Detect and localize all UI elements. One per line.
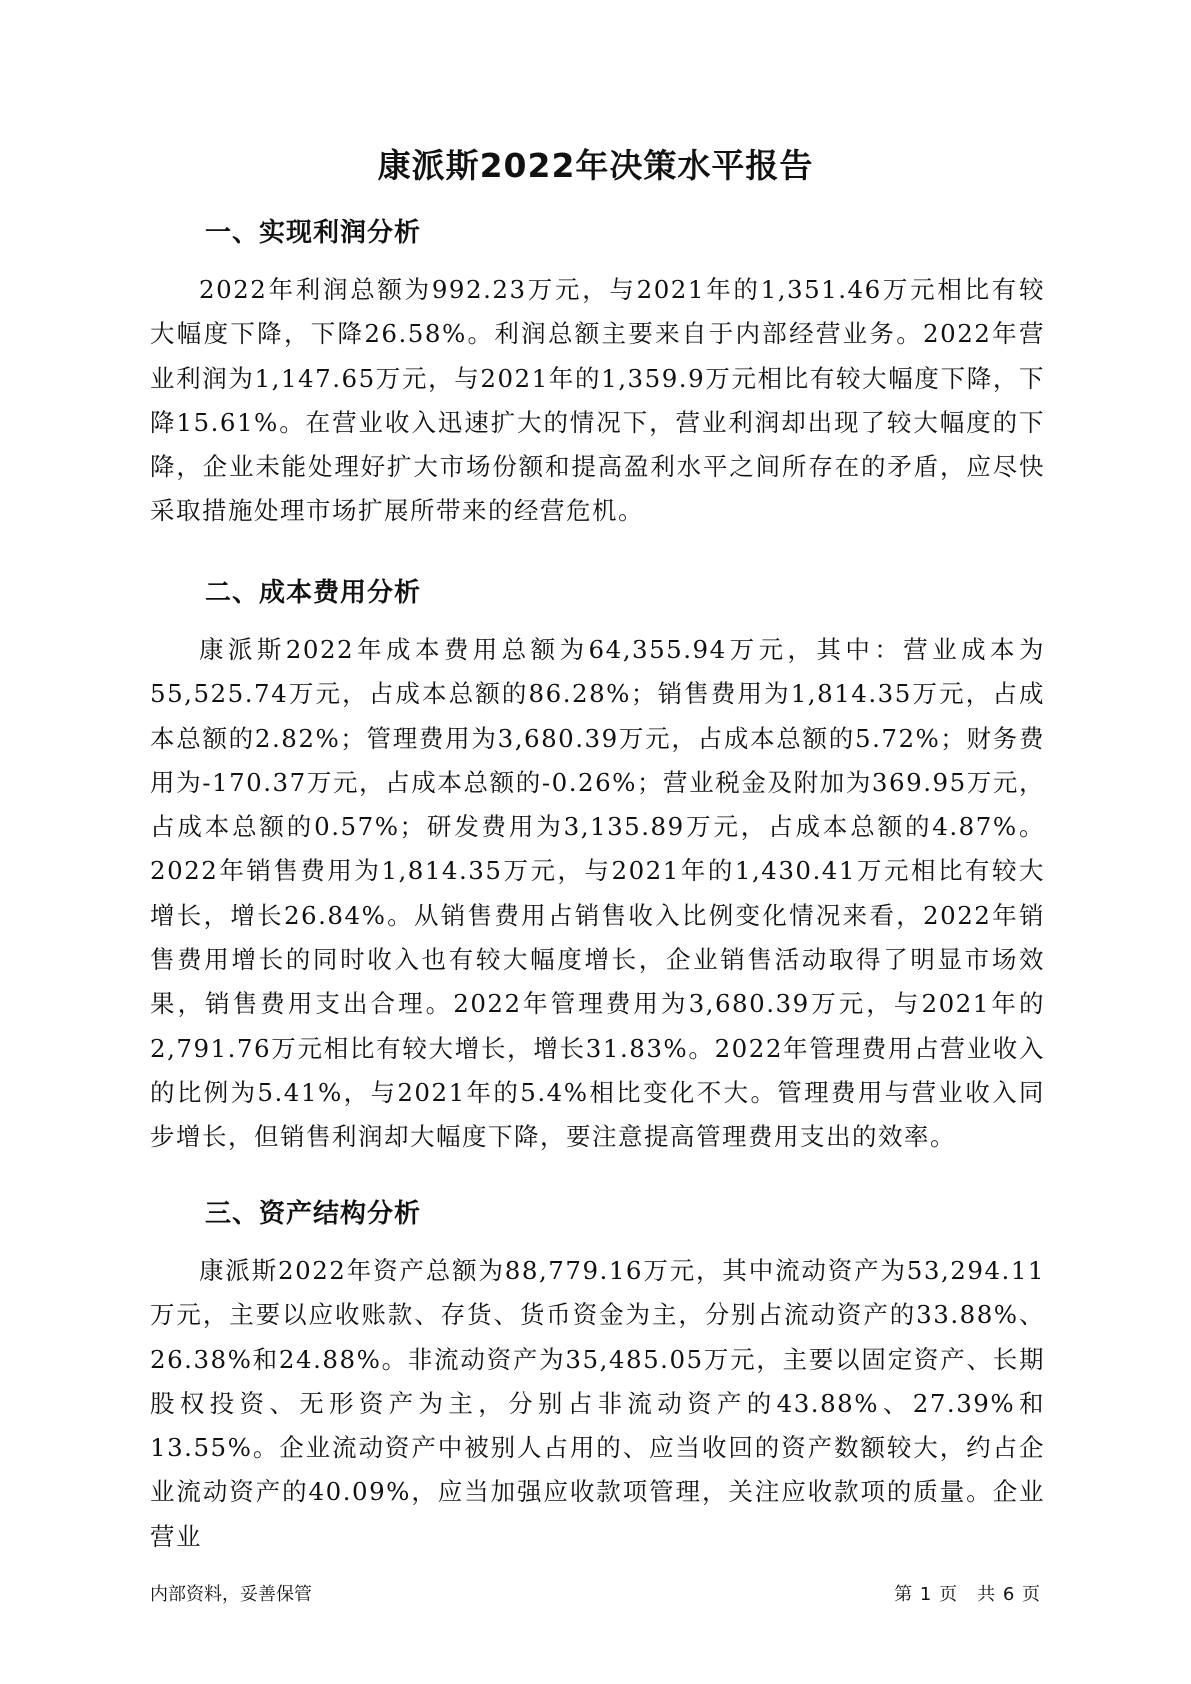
section-heading-cost: 二、成本费用分析 [205,578,422,608]
section-heading-profit: 一、实现利润分析 [205,218,422,248]
section-paragraph-assets: 康派斯2022年资产总额为88,779.16万元，其中流动资产为53,294.11万元，主要以应收账款、存货、货币资金为主，分别占流动资产的33.88%、26.38%和24.88%。非流动资产为35,485.05万元，主要以固定资产、长期股权投资、无形资产为主，分别占非流动资产的43.88%、27.39%和13.55%。企业流动资产中被别人占用的、应当收回的资产数额较大，约占企业流动资产的40.09%，应当加强应收款项管理，关注应收款项的质量。企业营业 [150,1256,1045,1551]
footer-confidential-note: 内部资料，妥善保管 [150,1584,312,1605]
document-title: 康派斯2022年决策水平报告 [377,146,814,185]
footer-page-number: 第 1 页 共 6 页 [894,1584,1041,1605]
section-heading-assets: 三、资产结构分析 [205,1199,422,1229]
section-paragraph-cost: 康派斯2022年成本费用总额为64,355.94万元，其中：营业成本为55,525.74万元，占成本总额的86.28%；销售费用为1,814.35万元，占成本总额的2.82%；管理费用为3,680.39万元，占成本总额的5.72%；财务费用为-170.37万元，占成本总额的-0.26%；营业税金及附加为369.95万元，占成本总额的0.57%；研发费用为3,135.89万元，占成本总额的4.87%。2022年销售费用为1,814.35万元，与2021年的1,430.41万元相比有较大增长，增长26.84%。从销售费用占销售收入比例变化情况来看，2022年销售费用增长的同时收入也有较大幅度增长，企业销售活动取得了明显市场效果，销售费用支出合理。2022年管理费用为3,680.39万元，与2021年的2,791.76万元相比有较大增长，增长31.83%。2022年管理费用占营业收入的比例为5.41%，与2021年的5.4%相比变化不大。管理费用与营业收入同步增长，但销售利润却大幅度下降，要注意提高管理费用支出的效率。 [150,635,1045,1152]
section-paragraph-profit: 2022年利润总额为992.23万元，与2021年的1,351.46万元相比有较大幅度下降，下降26.58%。利润总额主要来自于内部经营业务。2022年营业利润为1,147.65万元，与2021年的1,359.9万元相比有较大幅度下降，下降15.61%。在营业收入迅速扩大的情况下，营业利润却出现了较大幅度的下降，企业未能处理好扩大市场份额和提高盈利水平之间所存在的矛盾，应尽快采取措施处理市场扩展所带来的经营危机。 [150,275,1045,526]
